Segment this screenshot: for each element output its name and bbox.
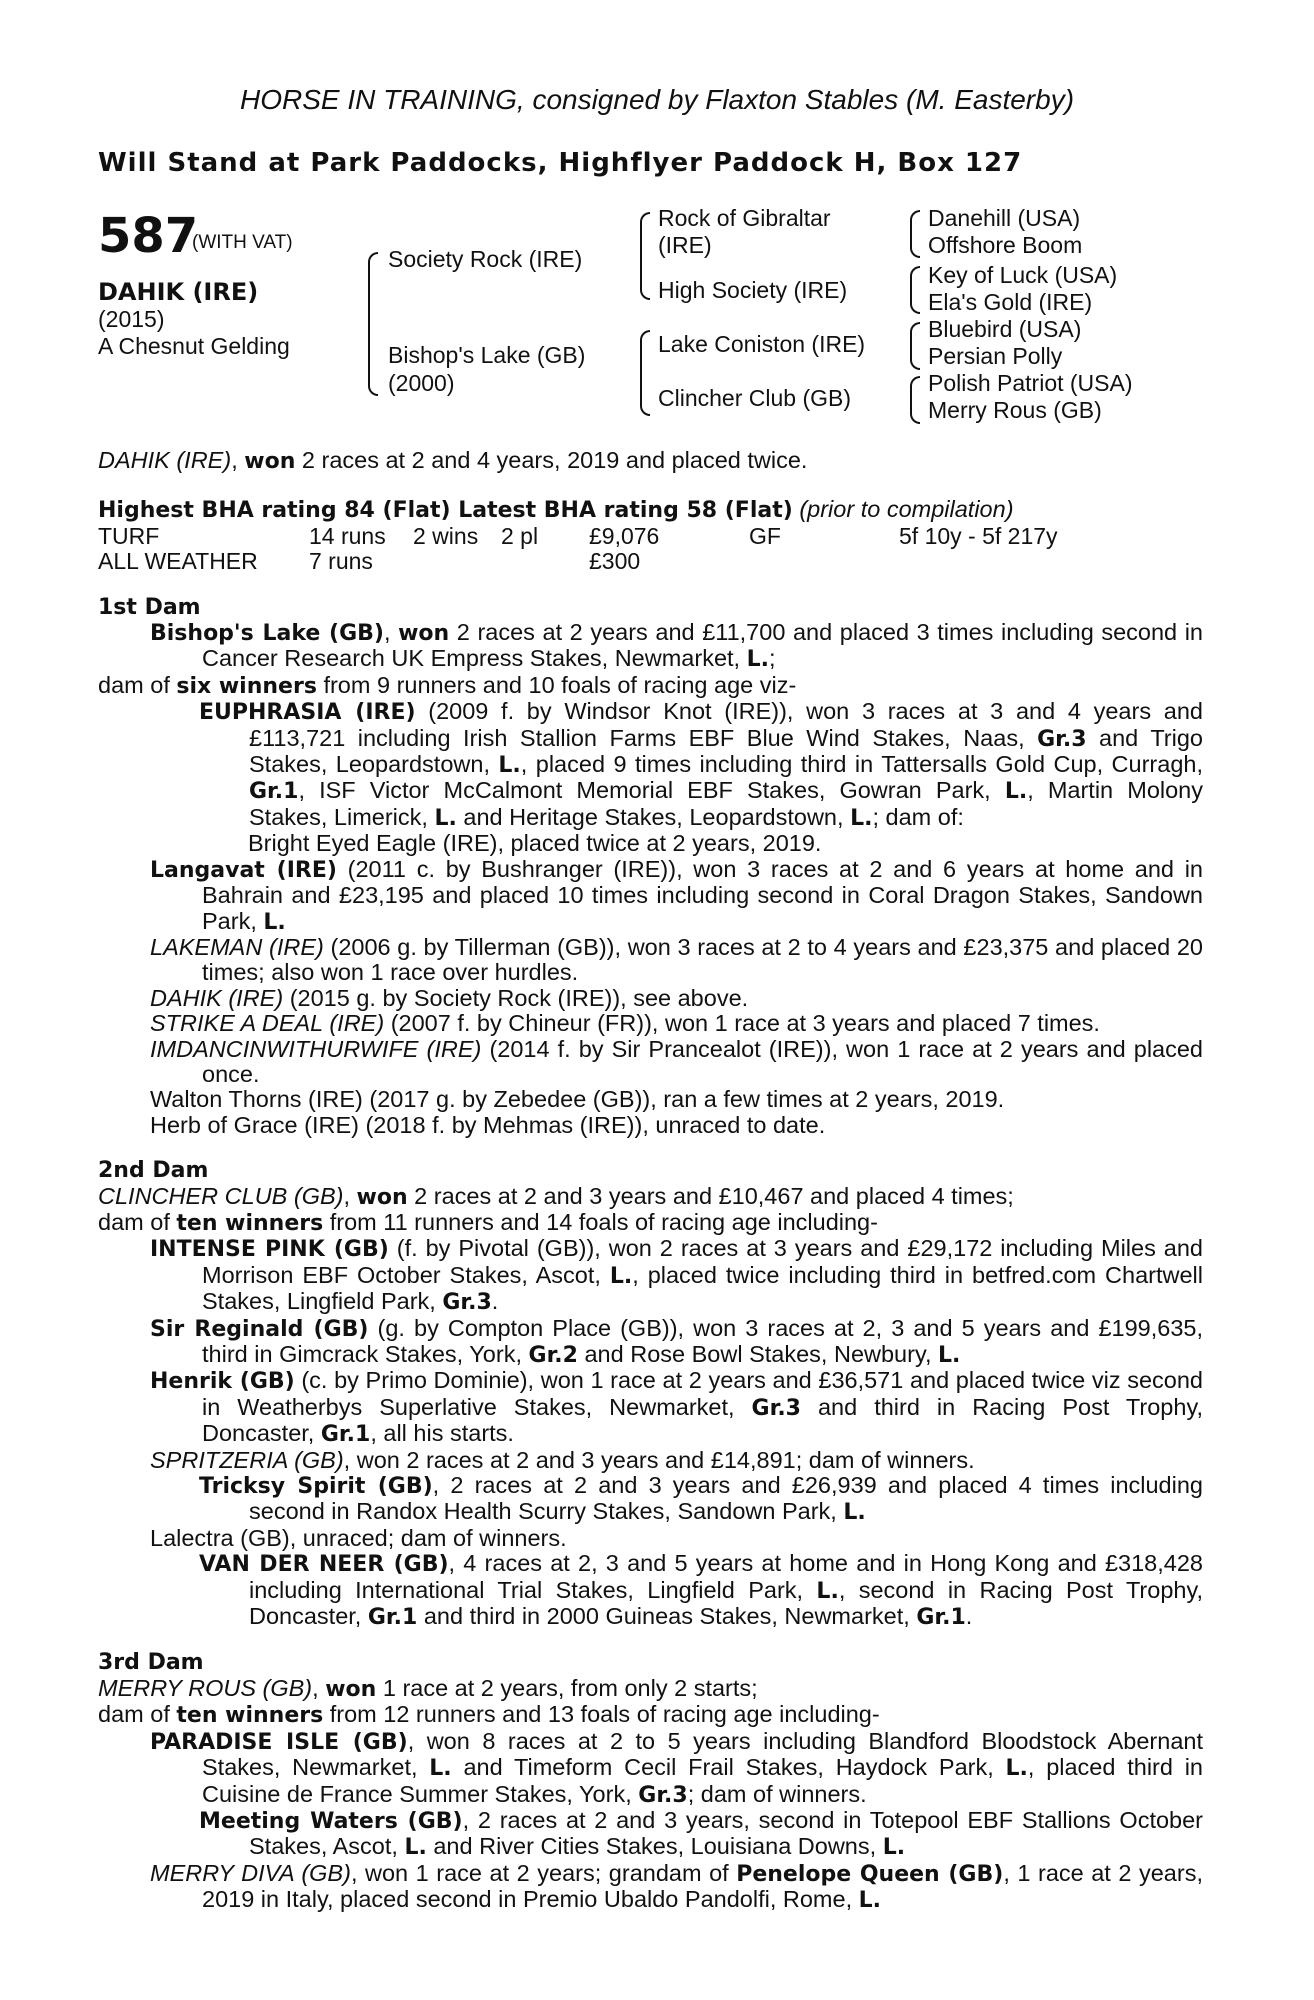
table-row: ALL WEATHER 7 runs £300	[98, 548, 641, 575]
first-dam-entry: Bishop's Lake (GB), won 2 races at 2 years and £11,700 and placed 3 times including second in Cancer Research UK Empress Stakes, Newmarket, L.;	[150, 619, 1204, 673]
pedigree-g1: Danehill (USA)	[928, 205, 1081, 231]
produce-lalectra: Lalectra (GB), unraced; dam of winners.	[150, 1524, 567, 1551]
produce-strike-a-deal: STRIKE A DEAL (IRE) (2007 f. by Chineur (FR)), won 1 race at 3 years and placed 7 times.	[150, 1010, 1100, 1037]
pedigree-brace	[910, 322, 920, 370]
third-dam-entry: MERRY ROUS (GB), won 1 race at 2 years, from only 2 starts;	[98, 1674, 758, 1702]
produce-herb-of-grace: Herb of Grace (IRE) (2018 f. by Mehmas (IRE)), unraced to date.	[150, 1111, 826, 1138]
third-dam-produce: dam of ten winners from 12 runners and 13 foals of racing age including-	[98, 1701, 880, 1729]
pedigree-g3: Key of Luck (USA)	[928, 262, 1118, 288]
lot-number: 587	[98, 208, 199, 264]
produce-bright-eyed-eagle: Bright Eyed Eagle (IRE), placed twice at 2 years, 2019.	[248, 830, 822, 857]
location-subheader: Will Stand at Park Paddocks, Highflyer Paddock H, Box 127	[98, 148, 1023, 178]
pedigree-brace	[910, 266, 920, 314]
foaling-year: (2015)	[98, 306, 165, 332]
horse-description: A Chesnut Gelding	[98, 333, 290, 359]
pedigree-dam-sire: Lake Coniston (IRE)	[658, 331, 866, 357]
produce-imdancinwithurwife: IMDANCINWITHURWIFE (IRE) (2014 f. by Sir Prancealot (IRE)), won 1 race at 2 years and placed once.	[150, 1035, 1203, 1087]
pedigree-g6: Persian Polly	[928, 343, 1063, 369]
pedigree-dam-year: (2000)	[388, 370, 455, 396]
produce-euphrasia: EUPHRASIA (IRE) (2009 f. by Windsor Knot (IRE)), won 3 races at 3 and 4 years and £113,721 including Irish Stallion Farms EBF Blue Wind Stakes, Naas, Gr.3 and Trigo Stakes, Leopardstown, L., placed 9 times including third in Tattersalls Gold Cup, Curragh, Gr.1, ISF Victor McCalmont Memorial EBF Stakes, Gowran Park, L., Martin Molony Stakes, Limerick, L. and Heritage Stakes, Leopardstown, L.; dam of:	[199, 698, 1203, 831]
produce-spritzeria: SPRITZERIA (GB), won 2 races at 2 and 3 years and £14,891; dam of winners.	[150, 1446, 975, 1473]
catalogue-body	[98, 448, 1203, 1914]
produce-henrik: Henrik (GB) (c. by Primo Dominie), won 1 race at 2 years and £36,571 and placed twice viz second in Weatherbys Superlative Stakes, Newmarket, Gr.3 and third in Racing Post Trophy, Doncaster, Gr.1, all his starts.	[150, 1367, 1203, 1448]
pedigree-dam: Bishop's Lake (GB)	[388, 342, 586, 368]
pedigree-g4: Ela's Gold (IRE)	[928, 289, 1093, 315]
pedigree-sire-sire-country: (IRE)	[658, 232, 712, 258]
second-dam-produce: dam of ten winners from 11 runners and 14 foals of racing age including-	[98, 1208, 878, 1236]
pedigree-sire: Society Rock (IRE)	[388, 246, 583, 272]
pedigree-g8: Merry Rous (GB)	[928, 397, 1102, 423]
race-summary: DAHIK (IRE), won 2 races at 2 and 4 years, 2019 and placed twice.	[98, 447, 808, 474]
produce-intense-pink: INTENSE PINK (GB) (f. by Pivotal (GB)), won 2 races at 3 years and £29,172 including Miles and Morrison EBF October Stakes, Ascot, L., placed twice including third in betfred.com Chartwell Stakes, Lingfield Park, Gr.3.	[150, 1235, 1203, 1316]
horse-name: DAHIK (IRE)	[98, 278, 259, 306]
pedigree-brace	[910, 210, 920, 258]
produce-tricksy-spirit: Tricksy Spirit (GB), 2 races at 2 and 3 years and £26,939 and placed 4 times including second in Randox Health Scurry Stakes, Sandown Park, L.	[199, 1472, 1203, 1526]
page-header: HORSE IN TRAINING, consigned by Flaxton Stables (M. Easterby)	[239, 84, 1075, 115]
vat-note: (WITH VAT)	[192, 232, 293, 253]
second-dam-entry: CLINCHER CLUB (GB), won 2 races at 2 and 3 years and £10,467 and placed 4 times;	[98, 1182, 1014, 1210]
produce-langavat: Langavat (IRE) (2011 c. by Bushranger (IRE)), won 3 races at 2 and 6 years at home and in Bahrain and £23,195 and placed 10 times including second in Coral Dragon Stakes, Sandown Park, L.	[150, 855, 1203, 935]
pedigree-dam-dam: Clincher Club (GB)	[658, 385, 851, 411]
bha-ratings: Highest BHA rating 84 (Flat) Latest BHA rating 58 (Flat) (prior to compilation)	[98, 496, 1014, 524]
table-row: TURF 14 runs 2 wins 2 pl £9,076 GF 5f 10y - 5f 217y	[98, 522, 1058, 549]
produce-paradise-isle: PARADISE ISLE (GB), won 8 races at 2 to 5 years including Blandford Bloodstock Abernant Stakes, Newmarket, L. and Timeform Cecil Frail Stakes, Haydock Park, L., placed third in Cuisine de France Summer Stakes, York, Gr.3; dam of winners.	[150, 1727, 1204, 1808]
pedigree-brace	[368, 252, 378, 396]
pedigree-sire-dam: High Society (IRE)	[658, 277, 848, 303]
race-record-table	[98, 524, 1058, 575]
produce-lakeman: LAKEMAN (IRE) (2006 g. by Tillerman (GB)), won 3 races at 2 to 4 years and £23,375 and placed 20 times; also won 1 race over hurdles.	[150, 933, 1203, 986]
produce-dahik: DAHIK (IRE) (2015 g. by Society Rock (IRE)), see above.	[150, 984, 749, 1011]
pedigree-brace	[640, 330, 650, 416]
produce-merry-diva: MERRY DIVA (GB), won 1 race at 2 years; grandam of Penelope Queen (GB), 1 race at 2 years, 2019 in Italy, placed second in Premio Ubaldo Pandolfi, Rome, L.	[150, 1859, 1203, 1914]
pedigree-sire-sire: Rock of Gibraltar	[658, 205, 831, 231]
second-dam-heading: 2nd Dam	[98, 1158, 209, 1184]
pedigree-g7: Polish Patriot (USA)	[928, 370, 1133, 396]
produce-sir-reginald: Sir Reginald (GB) (g. by Compton Place (GB)), won 3 races at 2, 3 and 5 years and £199,635, third in Gimcrack Stakes, York, Gr.2 and Rose Bowl Stakes, Newbury, L.	[150, 1314, 1204, 1368]
produce-meeting-waters: Meeting Waters (GB), 2 races at 2 and 3 years, second in Totepool EBF Stallions October Stakes, Ascot, L. and River Cities Stakes, Louisiana Downs, L.	[199, 1806, 1204, 1861]
pedigree-g5: Bluebird (USA)	[928, 316, 1082, 342]
pedigree-g2: Offshore Boom	[928, 232, 1083, 258]
pedigree-brace	[640, 212, 650, 300]
produce-walton-thorns: Walton Thorns (IRE) (2017 g. by Zebedee (GB)), ran a few times at 2 years, 2019.	[150, 1086, 1005, 1113]
third-dam-heading: 3rd Dam	[98, 1650, 204, 1676]
produce-van-der-neer: VAN DER NEER (GB), 4 races at 2, 3 and 5 years at home and in Hong Kong and £318,428 including International Trial Stakes, Lingfield Park, L., second in Racing Post Trophy, Doncaster, Gr.1 and third in 2000 Guineas Stakes, Newmarket, Gr.1.	[199, 1550, 1204, 1631]
pedigree-brace	[910, 376, 920, 424]
first-dam-produce: dam of six winners from 9 runners and 10 foals of racing age viz-	[98, 671, 797, 699]
first-dam-heading: 1st Dam	[98, 594, 201, 620]
